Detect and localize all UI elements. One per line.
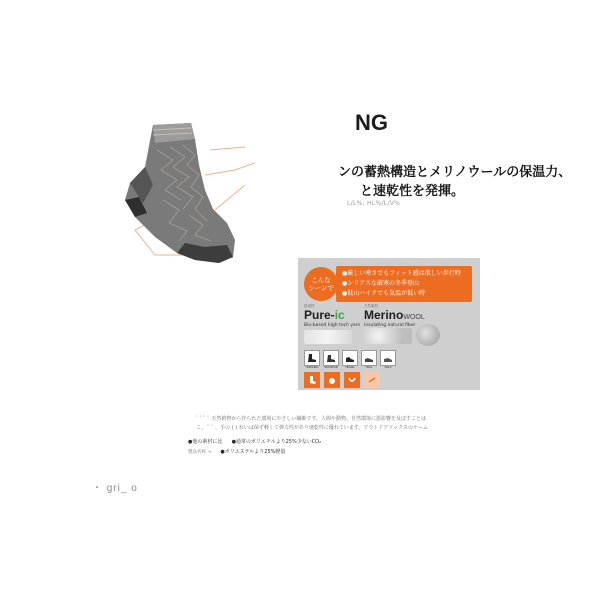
feature-panel [298, 258, 480, 390]
heading-fragment: NG [355, 110, 388, 135]
merino-fiber-icon [416, 324, 440, 346]
shoe-icon [342, 350, 358, 366]
scene-badge [304, 267, 338, 301]
foot-icon [324, 372, 340, 388]
activity-caption: HIKING [345, 366, 355, 369]
pure-label: 新素材 [304, 304, 315, 308]
pure-ic-title-a: Pure- [304, 308, 335, 322]
headline [338, 163, 600, 201]
merino-title-b: WOOL [403, 314, 425, 321]
trail-shoe-icon [361, 350, 377, 366]
activity-icon-item [342, 350, 358, 369]
scene-badge-line: シーンで [308, 284, 334, 292]
headline-line-2: と速乾性を発揮。 [360, 184, 465, 199]
pure-ic-swatch [304, 330, 352, 344]
spec-label: 製品名称 → [188, 450, 212, 455]
activity-icon-item [361, 350, 377, 369]
merino-swatch [364, 328, 412, 344]
activity-icon-item [323, 350, 339, 369]
merino-label: 天然素材 [364, 304, 378, 308]
logo-fragment: ・ gri_ o [92, 483, 138, 494]
sock-shape [125, 123, 235, 263]
feature-icons [304, 372, 380, 388]
sock-icon [304, 372, 320, 388]
spec-item: ●通常のポリエチルより25%少ないCO₂ [231, 439, 322, 445]
activity-caption: WALK [384, 366, 392, 369]
mountain-boot-icon [323, 350, 339, 366]
activity-icon-item [304, 350, 320, 369]
pure-ic-subtitle: Bio-based high tech yarn [304, 323, 361, 328]
description-text [196, 415, 456, 433]
description-line: こ。 ﾟ ﾟ 。手の ( ) れいは保ず軽くて弾力性があり速乾性に優れています。アウトドアソックスのケーム [196, 425, 428, 431]
activity-icon-item [380, 350, 396, 369]
activity-caption: TRAIL [365, 366, 373, 369]
callout-line [210, 147, 245, 150]
spec-item: ●他の素材に比 [188, 439, 223, 445]
callout-line [205, 163, 255, 175]
sneaker-icon [380, 350, 396, 366]
description-line: ﾟ ﾟ ﾟ ﾟ 天然植物から作られた環境にやさしい繊維です。人間や動物、自然環境に悪影響を及ぼすことは [196, 416, 427, 422]
ankle-icon [364, 372, 380, 388]
scene-item: ●低山ハイクでも気温が低い時 [342, 290, 426, 297]
subnote: L/L%, HL%/L/V% [347, 200, 401, 207]
scene-item: ●厳しい寒さでもフィット感は欲しい歩行時 [342, 270, 461, 277]
scene-badge-line: こんな [311, 276, 331, 284]
merino-wool-title [364, 308, 425, 322]
headline-line-1: ンの蓄熱構造とメリノウールの保温力、 [338, 165, 572, 180]
callout-line [215, 185, 245, 210]
merino-subtitle: Insulating natural fiber [364, 323, 416, 328]
boot-icon [304, 350, 320, 366]
activity-caption: TREKKING [305, 366, 319, 369]
spec-row-1 [188, 438, 321, 445]
merino-title-a: Merino [364, 308, 404, 322]
sock-illustration [95, 105, 285, 295]
spec-row-2 [188, 448, 285, 455]
pure-ic-title [304, 308, 345, 322]
activity-icons [304, 350, 396, 369]
pure-ic-title-b: ic [334, 308, 345, 322]
heel-icon [344, 372, 360, 388]
scene-list [336, 266, 472, 302]
scene-item: ●シリアスな厳寒の冬季登山 [342, 280, 419, 287]
spec-item: ●ポリエステルより25%軽量 [220, 449, 286, 455]
activity-caption: MOUNTAIN [324, 366, 338, 369]
